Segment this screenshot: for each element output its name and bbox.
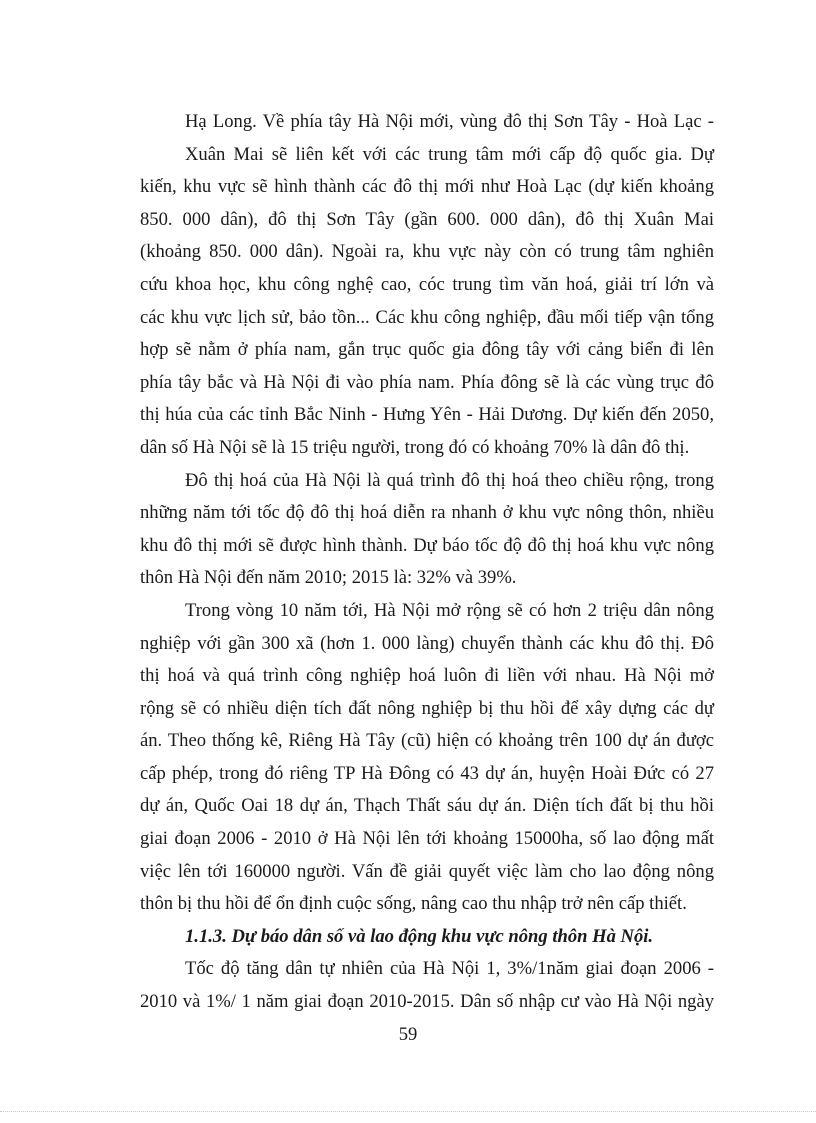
text-line: nghiệp với gần 300 xã (hơn 1. 000 làng) chuyển thành các khu đô thị. Đô — [140, 632, 714, 654]
section-heading: 1.1.3. Dự báo dân số và lao động khu vực nông thôn Hà Nội. — [185, 925, 654, 947]
text-line: 2010 và 1%/ 1 năm giai đoạn 2010-2015. Dân số nhập cư vào Hà Nội ngày — [140, 991, 714, 1013]
text-line: cứu khoa học, khu công nghệ cao, cóc trung tìm văn hoá, giải trí lớn và — [140, 273, 714, 295]
text-line: dự án, Quốc Oai 18 dự án, Thạch Thất sáu dự án. Diện tích đất bị thu hồi — [140, 795, 714, 817]
text-line: (khoảng 850. 000 dân). Ngoài ra, khu vực này còn có trung tâm nghiên — [140, 241, 714, 263]
text-line: những năm tới tốc độ đô thị hoá diễn ra nhanh ở khu vực nông thôn, nhiều — [140, 502, 714, 524]
text-line: cấp phép, trong đó riêng TP Hà Đông có 43 dự án, huyện Hoài Đức có 27 — [140, 762, 714, 784]
footer-divider — [0, 1111, 816, 1112]
text-line: Đô thị hoá của Hà Nội là quá trình đô thị hoá theo chiều rộng, trong — [185, 469, 714, 491]
body-text — [140, 106, 714, 1019]
text-line: khu đô thị mới sẽ được hình thành. Dự báo tốc độ đô thị hoá khu vực nông — [140, 534, 714, 556]
text-line: các khu vực lịch sử, bảo tồn... Các khu công nghiệp, đầu mối tiếp vận tổng — [140, 306, 714, 328]
text-line: án. Theo thống kê, Riêng Hà Tây (cũ) hiện có khoảng trên 100 dự án được — [140, 730, 714, 752]
text-line: thôn Hà Nội đến năm 2010; 2015 là: 32% và 39%. — [140, 567, 517, 589]
text-line: Trong vòng 10 năm tới, Hà Nội mở rộng sẽ có hơn 2 triệu dân nông — [185, 599, 714, 621]
text-line: thị hoá và quá trình công nghiệp hoá luôn đi liền với nhau. Hà Nội mở — [140, 665, 714, 687]
text-line: Hạ Long. Về phía tây Hà Nội mới, vùng đô thị Sơn Tây - Hoà Lạc - — [185, 111, 714, 132]
text-line: thôn bị thu hồi để ổn định cuộc sống, nâng cao thu nhập trở nên cấp thiết. — [140, 893, 687, 915]
text-line: Xuân Mai sẽ liên kết với các trung tâm mới cấp độ quốc gia. Dự — [185, 143, 714, 165]
text-line: thị húa của các tỉnh Bắc Ninh - Hưng Yên - Hải Dương. Dự kiến đến 2050, — [140, 404, 714, 426]
text-line: Tốc độ tăng dân tự nhiên của Hà Nội 1, 3%/1năm giai đoạn 2006 - — [185, 958, 714, 980]
text-line: phía tây bắc và Hà Nội đi vào phía nam. Phía đông sẽ là các vùng trục đô — [140, 371, 714, 393]
text-line: giai đoạn 2006 - 2010 ở Hà Nội lên tới khoảng 15000ha, số lao động mất — [140, 828, 714, 850]
text-line: hợp sẽ nằm ở phía nam, gắn trục quốc gia đông tây với cảng biển đi lên — [140, 339, 714, 361]
text-line: rộng sẽ có nhiều diện tích đất nông nghiệp bị thu hồi để xây dựng các dự — [140, 697, 714, 719]
text-line: dân số Hà Nội sẽ là 15 triệu người, trong đó có khoảng 70% là dân đô thị. — [140, 436, 690, 458]
text-line: việc lên tới 160000 người. Vấn đề giải quyết việc làm cho lao động nông — [140, 860, 714, 882]
page-number: 59 — [398, 1024, 418, 1045]
text-line: kiến, khu vực sẽ hình thành các đô thị mới như Hoà Lạc (dự kiến khoảng — [140, 176, 714, 198]
text-line: 850. 000 dân), đô thị Sơn Tây (gần 600. 000 dân), đô thị Xuân Mai — [140, 208, 714, 230]
